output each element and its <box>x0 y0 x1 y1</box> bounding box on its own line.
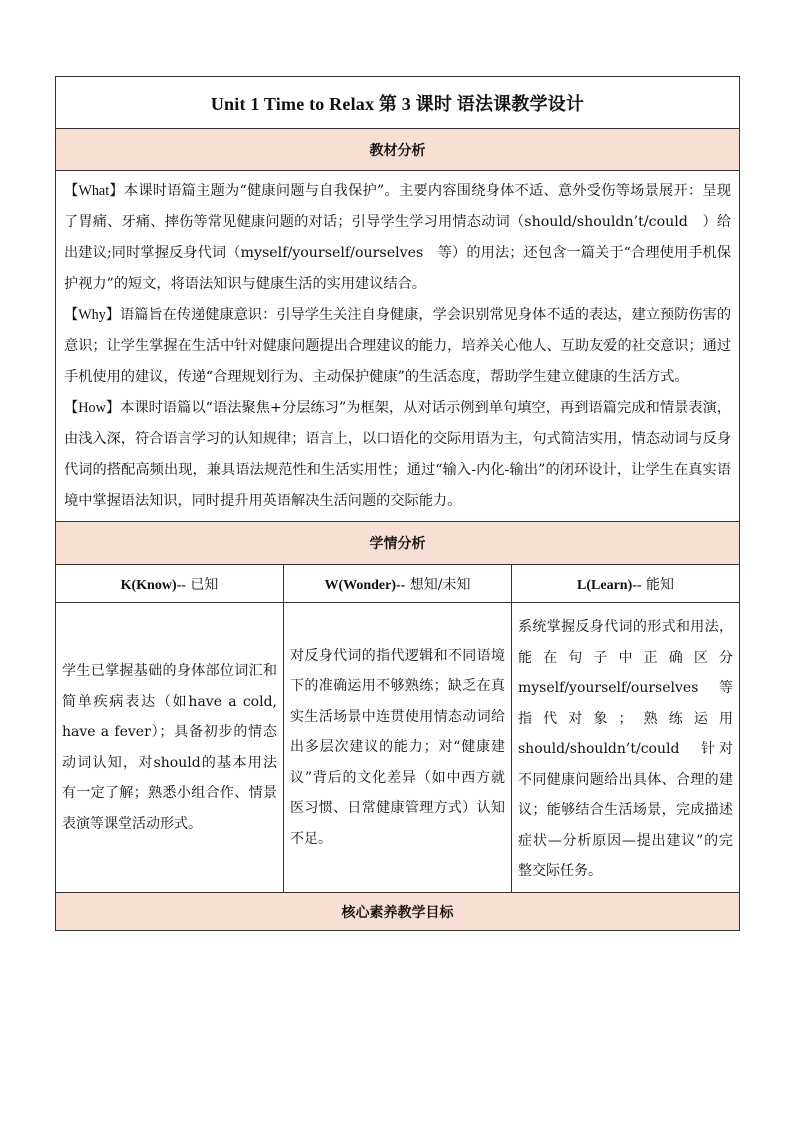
wonder-heading-en: W(Wonder)-- <box>324 577 406 593</box>
column-heading-know <box>56 565 284 603</box>
material-analysis-cell <box>56 171 740 522</box>
what-text: 本课时语篇主题为“健康问题与自我保护”。主要内容围绕身体不适、意外受伤等场景展开：呈现了胃痛、牙痛、摔伤等常见健康问题的对话；引导学生学习用情态动词（should/shouldn’t/could ）给出建议;同时掌握反身代词（myself/yourself/ourselves 等）的用法；还包含一篇关于“合理使用手机保护视力”的短文，将语法知识与健康生活的实用建议结合。 <box>64 183 732 292</box>
why-label: 【Why】 <box>64 307 121 323</box>
document-title: Unit 1 Time to Relax 第 3 课时 语法课教学设计 <box>56 77 740 129</box>
how-label: 【How】 <box>64 400 121 416</box>
know-heading-en: K(Know)-- <box>120 577 186 593</box>
learn-heading-en: L(Learn)-- <box>577 577 642 593</box>
what-label: 【What】 <box>64 183 124 199</box>
why-paragraph <box>64 300 731 393</box>
wonder-content: 对反身代词的指代逻辑和不同语境下的准确运用不够熟练；缺乏在真实生活场景中连贯使用情态动词给出多层次建议的能力；对“健康建议”背后的文化差异（如中西方就医习惯、日常健康管理方式）认知不足。 <box>284 603 512 893</box>
wonder-heading-cn: 想知/未知 <box>405 576 471 593</box>
learn-content: 系统掌握反身代词的形式和用法，能在句子中正确区分myself/yourself/ourselves 等指代对象；熟练运用should/shouldn’t/could 针对不同健康问题给出具体、合理的建议；能够结合生活场景，完成描述症状—分析原因—提出建议”的完整交际任务。 <box>512 603 740 893</box>
learn-heading-cn: 能知 <box>641 576 675 593</box>
lesson-design-table <box>55 76 740 931</box>
what-paragraph <box>64 176 731 300</box>
why-text: 语篇旨在传递健康意识：引导学生关注自身健康，学会识别常见身体不适的表达，建立预防伤害的意识；让学生掌握在生活中针对健康问题提出合理建议的能力，培养关心他人、互助友爱的社交意识；通过手机使用的建议，传递“合理规划行为、主动保护健康”的生活态度，帮助学生建立健康的生活方式。 <box>64 307 732 385</box>
know-heading-cn: 已知 <box>185 576 219 593</box>
how-paragraph <box>64 393 731 517</box>
column-heading-learn <box>512 565 740 603</box>
know-content: 学生已掌握基础的身体部位词汇和简单疾病表达（如have a cold, have a fever）；具备初步的情态动词认知，对should的基本用法有一定了解；熟悉小组合作、情景表演等课堂活动形式。 <box>56 603 284 893</box>
section-heading-learner-analysis: 学情分析 <box>56 522 740 565</box>
section-heading-material-analysis: 教材分析 <box>56 129 740 171</box>
column-heading-wonder <box>284 565 512 603</box>
section-heading-core-goals: 核心素养教学目标 <box>56 893 740 931</box>
how-text: 本课时语篇以“语法聚焦+分层练习”为框架，从对话示例到单句填空，再到语篇完成和情景表演，由浅入深，符合语言学习的认知规律；语言上，以口语化的交际用语为主，句式简洁实用，情态动词与反身代词的搭配高频出现，兼具语法规范性和生活实用性；通过“输入-内化-输出”的闭环设计，让学生在真实语境中掌握语法知识，同时提升用英语解决生活问题的交际能力。 <box>64 400 732 509</box>
